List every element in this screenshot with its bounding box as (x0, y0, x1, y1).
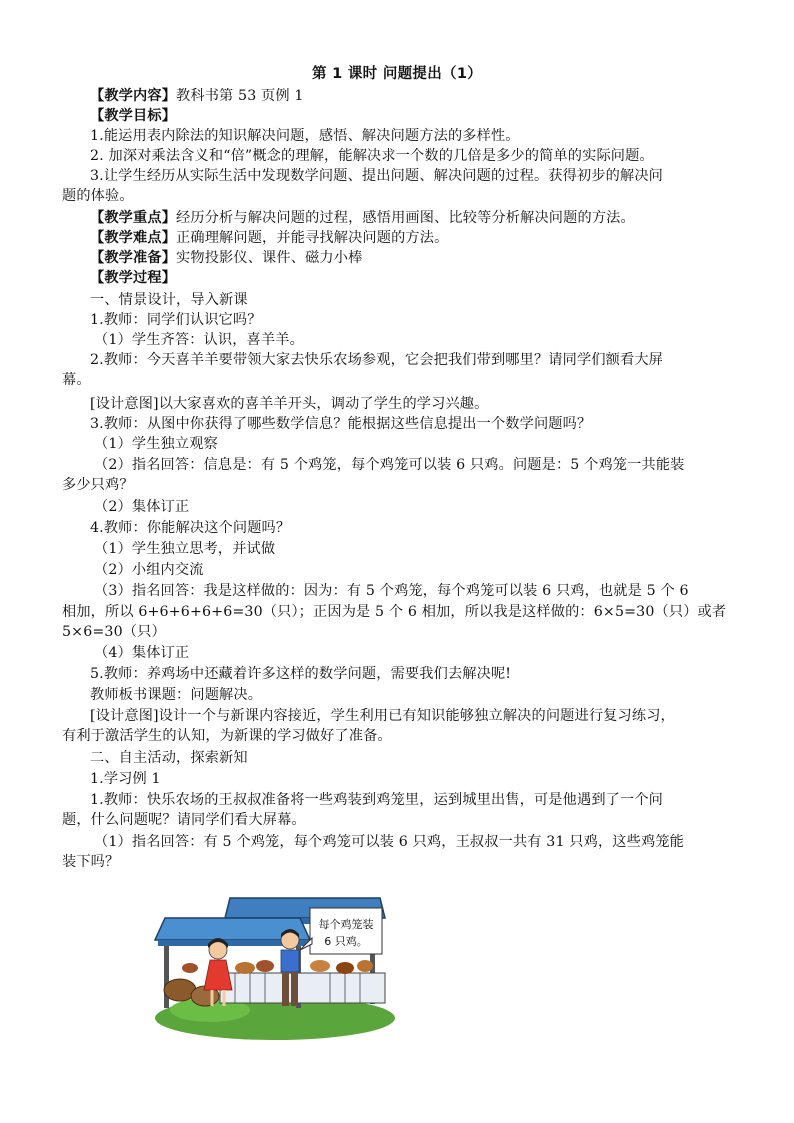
process-line: （1）学生独立思考，并试做 (94, 541, 276, 557)
process-line: 多少只鸡？ (62, 477, 134, 493)
goal-item: 题的体验。 (62, 188, 134, 204)
process-line: 教师板书课题：问题解决。 (90, 687, 263, 703)
speech-bubble (300, 908, 382, 954)
process-line: 相加，所以 6+6+6+6+6=30（只）；正因为是 5 个 6 相加，所以我是这样做的：6×5=30（只）或者 (62, 604, 727, 620)
process-line: 5.教师：养鸡场中还藏着许多这样的数学问题，需要我们去解决呢! (90, 666, 512, 682)
process-line: （2）集体订正 (94, 499, 190, 515)
section-head: 【教学难点】 (90, 230, 177, 246)
process-line: 一、情景设计，导入新课 (90, 292, 248, 308)
process-line: （4）集体订正 (94, 645, 190, 661)
process-line: 有利于激活学生的认知，为新课的学习做好了准备。 (62, 728, 392, 744)
process-line: （1）学生独立观察 (94, 436, 218, 452)
process-line: 二、自主活动，探索新知 (90, 750, 248, 766)
section-head: 【教学重点】 (90, 210, 177, 226)
difficulty: 【教学难点】正确理解问题，并能寻找解决问题的方法。 (90, 230, 449, 246)
process-line: 3.教师：从图中你获得了哪些数学信息？能根据这些信息提出一个数学问题吗？ (90, 416, 592, 432)
goal-item: 2. 加深对乘法含义和“倍”概念的理解，能解决求一个数的几倍是多少的简单的实际问题。 (90, 148, 654, 164)
process-line: （2）小组内交流 (94, 562, 204, 578)
bubble-line1: 每个鸡笼装 (318, 918, 374, 931)
key-point: 【教学重点】经历分析与解决问题的过程，感悟用画图、比较等分析解决问题的方法。 (90, 210, 635, 226)
design-intent: [设计意图]设计一个与新课内容接近，学生利用已有知识能够独立解决的问题进行复习练习， (90, 708, 675, 724)
goal-item: 3.让学生经历从实际生活中发现数学问题、提出问题、解决问题的过程。获得初步的解决问 (90, 168, 664, 184)
process-line: （1）学生齐答：认识，喜羊羊。 (94, 332, 304, 348)
section-head: 【教学内容】 (90, 88, 177, 104)
section-head: 【教学准备】 (90, 250, 177, 266)
goals-heading: 【教学目标】 (90, 108, 177, 124)
process-line: （1）指名回答：有 5 个鸡笼，每个鸡笼可以装 6 只鸡，王叔叔一共有 31 只鸡，这些鸡笼能 (94, 834, 684, 850)
process-line: 5×6=30（只） (62, 624, 166, 640)
process-line: 1.教师：同学们认识它吗？ (90, 312, 262, 328)
process-line: 题，什么问题呢？请同学们看大屏幕。 (62, 812, 306, 828)
process-line: 1.教师：快乐农场的王叔叔准备将一些鸡装到鸡笼里，运到城里出售，可是他遇到了一个问 (90, 792, 664, 808)
process-heading: 【教学过程】 (90, 270, 177, 286)
process-line: （2）指名回答：信息是：有 5 个鸡笼，每个鸡笼可以装 6 只鸡。问题是：5 个鸡笼一共能装 (94, 457, 685, 473)
page-title: 第 1 课时 问题提出（1） (311, 66, 483, 82)
process-line: （3）指名回答：我是这样做的：因为：有 5 个鸡笼，每个鸡笼可以装 6 只鸡，也就是 5 个 6 (94, 583, 689, 599)
goal-item: 1.能运用表内除法的知识解决问题，感悟、解决问题方法的多样性。 (90, 128, 520, 144)
process-line: 1.学习例 1 (90, 771, 161, 787)
bubble-line2: 6 只鸡。 (324, 935, 368, 948)
process-line: 装下吗？ (62, 854, 120, 870)
design-intent: [设计意图]以大家喜欢的喜羊羊开头，调动了学生的学习兴趣。 (90, 396, 489, 412)
process-line: 2.教师：今天喜羊羊要带领大家去快乐农场参观，它会把我们带到哪里？请同学们额看大屏 (90, 352, 664, 368)
process-line: 4.教师：你能解决这个问题吗？ (90, 520, 291, 536)
process-line: 幕。 (62, 372, 91, 388)
preparation: 【教学准备】实物投影仪、课件、磁力小棒 (90, 250, 363, 266)
teaching-content: 【教学内容】教科书第 53 页例 1 (90, 88, 304, 104)
farm-market-illustration (150, 878, 400, 1043)
